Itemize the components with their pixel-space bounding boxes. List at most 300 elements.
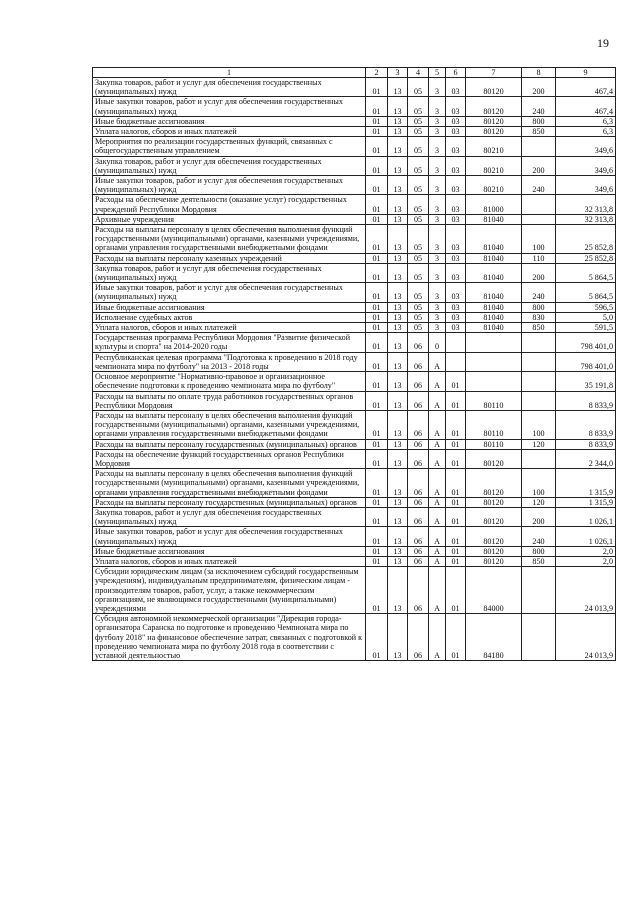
subsection-code-cell: 13	[388, 567, 408, 614]
activity-code-cell: 03	[446, 97, 466, 116]
subprogram-code-cell: А	[429, 439, 446, 449]
amount-cell: 349,6	[556, 156, 616, 175]
expense-type-code-cell	[522, 614, 556, 661]
table-row	[93, 323, 616, 333]
section-code-cell: 01	[366, 372, 388, 391]
activity-code-cell: 01	[446, 507, 466, 526]
activity-code-cell: 01	[446, 410, 466, 439]
activity-code-cell: 01	[446, 527, 466, 546]
table-header-row	[93, 68, 616, 78]
subprogram-code-cell: 3	[429, 78, 446, 97]
row-name-cell: Иные закупки товаров, работ и услуг для обеспечения государственных (муниципальных) нужд	[93, 176, 366, 195]
activity-code-cell: 03	[446, 176, 466, 195]
amount-cell: 349,6	[556, 137, 616, 156]
table-row	[93, 567, 616, 614]
activity-code-cell: 01	[446, 556, 466, 566]
amount-cell: 467,4	[556, 78, 616, 97]
program-code-cell: 06	[408, 469, 429, 498]
subprogram-code-cell: А	[429, 372, 446, 391]
subprogram-code-cell: А	[429, 507, 446, 526]
subprogram-code-cell: 3	[429, 312, 446, 322]
row-name-cell: Закупка товаров, работ и услуг для обеспечения государственных (муниципальных) нужд	[93, 507, 366, 526]
expense-direction-code-cell: 81040	[466, 323, 522, 333]
section-code-cell: 01	[366, 333, 388, 352]
table-row	[93, 527, 616, 546]
section-code-cell: 01	[366, 352, 388, 371]
subsection-code-cell: 13	[388, 253, 408, 263]
expense-direction-code-cell: 80120	[466, 546, 522, 556]
row-name-cell: Иные бюджетные ассигнования	[93, 302, 366, 312]
table-row	[93, 137, 616, 156]
subsection-code-cell: 13	[388, 372, 408, 391]
row-name-cell: Уплата налогов, сборов и иных платежей	[93, 556, 366, 566]
subprogram-code-cell: А	[429, 546, 446, 556]
row-name-cell: Расходы на выплаты персоналу в целях обеспечения выполнения функций государственными (муниципальными) органами, казенными учреждениями, органами управления государственными внебюджетными фондами	[93, 225, 366, 254]
column-header: 9	[556, 68, 616, 78]
expense-direction-code-cell: 81040	[466, 253, 522, 263]
amount-cell: 5,0	[556, 312, 616, 322]
section-code-cell: 01	[366, 78, 388, 97]
section-code-cell: 01	[366, 97, 388, 116]
expense-type-code-cell: 100	[522, 225, 556, 254]
expense-direction-code-cell: 80120	[466, 78, 522, 97]
subprogram-code-cell: 3	[429, 97, 446, 116]
table-row	[93, 253, 616, 263]
row-name-cell: Закупка товаров, работ и услуг для обеспечения государственных (муниципальных) нужд	[93, 156, 366, 175]
activity-code-cell: 03	[446, 263, 466, 282]
section-code-cell: 01	[366, 263, 388, 282]
expense-direction-code-cell: 81040	[466, 263, 522, 282]
subprogram-code-cell: А	[429, 614, 446, 661]
expense-type-code-cell: 240	[522, 176, 556, 195]
column-header: 7	[466, 68, 522, 78]
subprogram-code-cell: А	[429, 556, 446, 566]
row-name-cell: Уплата налогов, сборов и иных платежей	[93, 323, 366, 333]
activity-code-cell: 01	[446, 391, 466, 410]
amount-cell: 5 864,5	[556, 263, 616, 282]
column-header: 1	[93, 68, 366, 78]
activity-code-cell: 03	[446, 78, 466, 97]
subprogram-code-cell: 3	[429, 214, 446, 224]
section-code-cell: 01	[366, 302, 388, 312]
row-name-cell: Расходы на выплаты персоналу государственных (муниципальных) органов	[93, 497, 366, 507]
activity-code-cell: 01	[446, 439, 466, 449]
program-code-cell: 06	[408, 614, 429, 661]
subsection-code-cell: 13	[388, 507, 408, 526]
expense-type-code-cell	[522, 372, 556, 391]
subsection-code-cell: 13	[388, 410, 408, 439]
subsection-code-cell: 13	[388, 78, 408, 97]
program-code-cell: 06	[408, 372, 429, 391]
subprogram-code-cell: 3	[429, 283, 446, 302]
program-code-cell: 05	[408, 195, 429, 214]
activity-code-cell: 03	[446, 323, 466, 333]
row-name-cell: Основное мероприятие "Нормативно-правовое и организационное обеспечение подготовки к проведению чемпионата мира по футболу"	[93, 372, 366, 391]
subprogram-code-cell: А	[429, 527, 446, 546]
table-row	[93, 263, 616, 282]
activity-code-cell: 01	[446, 614, 466, 661]
subsection-code-cell: 13	[388, 176, 408, 195]
section-code-cell: 01	[366, 556, 388, 566]
column-header: 8	[522, 68, 556, 78]
program-code-cell: 05	[408, 312, 429, 322]
expense-direction-code-cell: 84000	[466, 567, 522, 614]
expense-type-code-cell	[522, 137, 556, 156]
amount-cell: 1 315,9	[556, 497, 616, 507]
expense-type-code-cell: 110	[522, 253, 556, 263]
subprogram-code-cell: 0	[429, 333, 446, 352]
row-name-cell: Государственная программа Республики Мордовия "Развитие физической культуры и спорта" на 2014-2020 годы	[93, 333, 366, 352]
program-code-cell: 06	[408, 507, 429, 526]
expense-direction-code-cell: 80210	[466, 137, 522, 156]
expense-type-code-cell: 850	[522, 323, 556, 333]
row-name-cell: Республиканская целевая программа "Подготовка к проведению в 2018 году чемпионата мира по футболу" на 2013 - 2018 годы	[93, 352, 366, 371]
row-name-cell: Исполнение судебных актов	[93, 312, 366, 322]
section-code-cell: 01	[366, 546, 388, 556]
subsection-code-cell: 13	[388, 497, 408, 507]
amount-cell: 798 401,0	[556, 352, 616, 371]
program-code-cell: 05	[408, 263, 429, 282]
expense-direction-code-cell: 80120	[466, 97, 522, 116]
program-code-cell: 05	[408, 176, 429, 195]
row-name-cell: Расходы на выплаты персоналу государственных (муниципальных) органов	[93, 439, 366, 449]
section-code-cell: 01	[366, 391, 388, 410]
table-row	[93, 97, 616, 116]
activity-code-cell: 01	[446, 449, 466, 468]
amount-cell: 32 313,8	[556, 195, 616, 214]
subsection-code-cell: 13	[388, 156, 408, 175]
subprogram-code-cell: 3	[429, 253, 446, 263]
section-code-cell: 01	[366, 507, 388, 526]
budget-table	[92, 67, 616, 661]
amount-cell: 1 026,1	[556, 507, 616, 526]
table-row	[93, 391, 616, 410]
subsection-code-cell: 13	[388, 97, 408, 116]
section-code-cell: 01	[366, 225, 388, 254]
section-code-cell: 01	[366, 469, 388, 498]
expense-type-code-cell: 200	[522, 507, 556, 526]
row-name-cell: Уплата налогов, сборов и иных платежей	[93, 127, 366, 137]
row-name-cell: Расходы на выплаты по оплате труда работников государственных органов Республики Мордовия	[93, 391, 366, 410]
activity-code-cell: 03	[446, 116, 466, 126]
table-row	[93, 352, 616, 371]
program-code-cell: 05	[408, 137, 429, 156]
activity-code-cell: 03	[446, 253, 466, 263]
subprogram-code-cell: 3	[429, 176, 446, 195]
section-code-cell: 01	[366, 176, 388, 195]
row-name-cell: Иные бюджетные ассигнования	[93, 116, 366, 126]
column-header: 2	[366, 68, 388, 78]
table-row	[93, 497, 616, 507]
expense-type-code-cell: 200	[522, 156, 556, 175]
program-code-cell: 05	[408, 302, 429, 312]
row-name-cell: Мероприятия по реализации государственных функций, связанных с общегосударственным управлением	[93, 137, 366, 156]
row-name-cell: Расходы на выплаты персоналу казенных учреждений	[93, 253, 366, 263]
amount-cell: 596,5	[556, 302, 616, 312]
row-name-cell: Иные закупки товаров, работ и услуг для обеспечения государственных (муниципальных) нужд	[93, 97, 366, 116]
activity-code-cell: 03	[446, 312, 466, 322]
subsection-code-cell: 13	[388, 527, 408, 546]
subsection-code-cell: 13	[388, 283, 408, 302]
table-row	[93, 410, 616, 439]
program-code-cell: 06	[408, 567, 429, 614]
subprogram-code-cell: 3	[429, 156, 446, 175]
section-code-cell: 01	[366, 214, 388, 224]
page-number: 19	[597, 36, 609, 50]
amount-cell: 5 864,5	[556, 283, 616, 302]
row-name-cell: Иные закупки товаров, работ и услуг для обеспечения государственных (муниципальных) нужд	[93, 283, 366, 302]
subprogram-code-cell: А	[429, 497, 446, 507]
program-code-cell: 05	[408, 156, 429, 175]
activity-code-cell: 03	[446, 195, 466, 214]
subsection-code-cell: 13	[388, 137, 408, 156]
activity-code-cell: 03	[446, 137, 466, 156]
program-code-cell: 06	[408, 352, 429, 371]
expense-type-code-cell: 240	[522, 527, 556, 546]
expense-type-code-cell: 240	[522, 283, 556, 302]
table-row	[93, 225, 616, 254]
expense-type-code-cell: 120	[522, 497, 556, 507]
table-row	[93, 283, 616, 302]
expense-type-code-cell: 800	[522, 302, 556, 312]
expense-direction-code-cell: 80110	[466, 439, 522, 449]
amount-cell: 591,5	[556, 323, 616, 333]
program-code-cell: 05	[408, 225, 429, 254]
row-name-cell: Закупка товаров, работ и услуг для обеспечения государственных (муниципальных) нужд	[93, 263, 366, 282]
row-name-cell: Расходы на обеспечение функций государственных органов Республики Мордовия	[93, 449, 366, 468]
expense-direction-code-cell: 80120	[466, 527, 522, 546]
subsection-code-cell: 13	[388, 116, 408, 126]
table-row	[93, 546, 616, 556]
expense-type-code-cell	[522, 449, 556, 468]
subsection-code-cell: 13	[388, 263, 408, 282]
program-code-cell: 05	[408, 116, 429, 126]
subprogram-code-cell: А	[429, 410, 446, 439]
expense-type-code-cell: 800	[522, 116, 556, 126]
table-row	[93, 449, 616, 468]
subprogram-code-cell: 3	[429, 137, 446, 156]
program-code-cell: 06	[408, 556, 429, 566]
section-code-cell: 01	[366, 195, 388, 214]
table-row	[93, 302, 616, 312]
subsection-code-cell: 13	[388, 195, 408, 214]
table-row	[93, 469, 616, 498]
program-code-cell: 05	[408, 214, 429, 224]
subsection-code-cell: 13	[388, 323, 408, 333]
column-header: 5	[429, 68, 446, 78]
subprogram-code-cell: 3	[429, 116, 446, 126]
amount-cell: 8 833,9	[556, 439, 616, 449]
section-code-cell: 01	[366, 439, 388, 449]
expense-direction-code-cell: 80110	[466, 391, 522, 410]
amount-cell: 32 313,8	[556, 214, 616, 224]
expense-direction-code-cell: 81040	[466, 302, 522, 312]
program-code-cell: 06	[408, 546, 429, 556]
program-code-cell: 05	[408, 283, 429, 302]
table-row	[93, 507, 616, 526]
subsection-code-cell: 13	[388, 556, 408, 566]
subsection-code-cell: 13	[388, 302, 408, 312]
row-name-cell: Иные бюджетные ассигнования	[93, 546, 366, 556]
subprogram-code-cell: 3	[429, 263, 446, 282]
amount-cell: 1 315,9	[556, 469, 616, 498]
activity-code-cell: 01	[446, 567, 466, 614]
subsection-code-cell: 13	[388, 449, 408, 468]
expense-direction-code-cell: 80120	[466, 497, 522, 507]
expense-direction-code-cell	[466, 333, 522, 352]
amount-cell: 24 013,9	[556, 614, 616, 661]
program-code-cell: 06	[408, 333, 429, 352]
expense-type-code-cell: 200	[522, 78, 556, 97]
table-body	[93, 78, 616, 661]
activity-code-cell: 03	[446, 214, 466, 224]
subprogram-code-cell: А	[429, 469, 446, 498]
expense-direction-code-cell	[466, 372, 522, 391]
amount-cell: 349,6	[556, 176, 616, 195]
expense-direction-code-cell: 80120	[466, 449, 522, 468]
expense-type-code-cell	[522, 567, 556, 614]
subsection-code-cell: 13	[388, 127, 408, 137]
expense-type-code-cell: 240	[522, 97, 556, 116]
row-name-cell: Расходы на выплаты персоналу в целях обеспечения выполнения функций государственными (муниципальными) органами, казенными учреждениями, органами управления государственными внебюджетными фондами	[93, 469, 366, 498]
activity-code-cell: 03	[446, 302, 466, 312]
expense-direction-code-cell: 80210	[466, 156, 522, 175]
subsection-code-cell: 13	[388, 214, 408, 224]
section-code-cell: 01	[366, 253, 388, 263]
expense-type-code-cell: 850	[522, 127, 556, 137]
expense-type-code-cell	[522, 352, 556, 371]
subsection-code-cell: 13	[388, 225, 408, 254]
section-code-cell: 01	[366, 567, 388, 614]
expense-direction-code-cell: 81040	[466, 214, 522, 224]
activity-code-cell: 01	[446, 497, 466, 507]
section-code-cell: 01	[366, 283, 388, 302]
activity-code-cell: 03	[446, 156, 466, 175]
amount-cell: 2,0	[556, 546, 616, 556]
section-code-cell: 01	[366, 323, 388, 333]
subprogram-code-cell: А	[429, 391, 446, 410]
table-row	[93, 312, 616, 322]
program-code-cell: 06	[408, 449, 429, 468]
table-row	[93, 372, 616, 391]
subprogram-code-cell: 3	[429, 323, 446, 333]
row-name-cell: Иные закупки товаров, работ и услуг для обеспечения государственных (муниципальных) нужд	[93, 527, 366, 546]
row-name-cell: Расходы на обеспечение деятельности (оказание услуг) государственных учреждений Республики Мордовия	[93, 195, 366, 214]
expense-type-code-cell: 100	[522, 469, 556, 498]
expense-type-code-cell	[522, 214, 556, 224]
program-code-cell: 06	[408, 527, 429, 546]
program-code-cell: 05	[408, 127, 429, 137]
table-row	[93, 614, 616, 661]
expense-direction-code-cell: 80120	[466, 507, 522, 526]
section-code-cell: 01	[366, 449, 388, 468]
subprogram-code-cell: А	[429, 449, 446, 468]
subsection-code-cell: 13	[388, 614, 408, 661]
subsection-code-cell: 13	[388, 469, 408, 498]
expense-direction-code-cell: 80110	[466, 410, 522, 439]
section-code-cell: 01	[366, 116, 388, 126]
amount-cell: 8 833,9	[556, 391, 616, 410]
table-row	[93, 333, 616, 352]
amount-cell: 1 026,1	[556, 527, 616, 546]
amount-cell: 6,3	[556, 127, 616, 137]
program-code-cell: 06	[408, 439, 429, 449]
program-code-cell: 05	[408, 323, 429, 333]
table-row	[93, 78, 616, 97]
row-name-cell: Расходы на выплаты персоналу в целях обеспечения выполнения функций государственными (муниципальными) органами, казенными учреждениями, органами управления государственными внебюджетными фондами	[93, 410, 366, 439]
amount-cell: 2,0	[556, 556, 616, 566]
activity-code-cell: 01	[446, 546, 466, 556]
program-code-cell: 05	[408, 253, 429, 263]
subprogram-code-cell: 3	[429, 302, 446, 312]
expense-direction-code-cell: 80120	[466, 127, 522, 137]
column-header: 4	[408, 68, 429, 78]
subsection-code-cell: 13	[388, 391, 408, 410]
activity-code-cell	[446, 352, 466, 371]
section-code-cell: 01	[366, 527, 388, 546]
expense-direction-code-cell: 84180	[466, 614, 522, 661]
section-code-cell: 01	[366, 410, 388, 439]
expense-type-code-cell	[522, 333, 556, 352]
table-row	[93, 439, 616, 449]
program-code-cell: 06	[408, 497, 429, 507]
expense-direction-code-cell: 81040	[466, 225, 522, 254]
subprogram-code-cell: А	[429, 567, 446, 614]
activity-code-cell: 03	[446, 127, 466, 137]
amount-cell: 6,3	[556, 116, 616, 126]
expense-direction-code-cell: 81000	[466, 195, 522, 214]
section-code-cell: 01	[366, 127, 388, 137]
activity-code-cell: 01	[446, 372, 466, 391]
column-header: 3	[388, 68, 408, 78]
activity-code-cell	[446, 333, 466, 352]
amount-cell: 8 833,9	[556, 410, 616, 439]
amount-cell: 467,4	[556, 97, 616, 116]
expense-type-code-cell: 830	[522, 312, 556, 322]
expense-direction-code-cell: 81040	[466, 312, 522, 322]
section-code-cell: 01	[366, 497, 388, 507]
row-name-cell: Субсидии юридическим лицам (за исключением субсидий государственным учреждениям), индивидуальным предпринимателям, физическим лицам - производителям товаров, работ, услуг, а также некоммерческим организациям, не являющимся государственными (муниципальными) учреждениями	[93, 567, 366, 614]
row-name-cell: Субсидия автономной некоммерческой организации "Дирекция города-организатора Саранска по подготовке и проведению Чемпионата мира по футболу 2018" на финансовое обеспечение затрат, связанных с подготовкой к проведению чемпионата мира по футболу 2018 года в соответствии с уставной деятельностью	[93, 614, 366, 661]
expense-type-code-cell: 200	[522, 263, 556, 282]
program-code-cell: 05	[408, 97, 429, 116]
amount-cell: 798 401,0	[556, 333, 616, 352]
amount-cell: 2 344,0	[556, 449, 616, 468]
expense-direction-code-cell: 80120	[466, 469, 522, 498]
subprogram-code-cell: А	[429, 352, 446, 371]
column-header: 6	[446, 68, 466, 78]
expense-type-code-cell: 120	[522, 439, 556, 449]
section-code-cell: 01	[366, 312, 388, 322]
subsection-code-cell: 13	[388, 439, 408, 449]
program-code-cell: 05	[408, 78, 429, 97]
activity-code-cell: 01	[446, 469, 466, 498]
expense-direction-code-cell: 81040	[466, 283, 522, 302]
subprogram-code-cell: 3	[429, 127, 446, 137]
activity-code-cell: 03	[446, 283, 466, 302]
table-row	[93, 556, 616, 566]
expense-direction-code-cell	[466, 352, 522, 371]
table-row	[93, 156, 616, 175]
amount-cell: 24 013,9	[556, 567, 616, 614]
expense-direction-code-cell: 80210	[466, 176, 522, 195]
table-row	[93, 195, 616, 214]
expense-type-code-cell: 850	[522, 556, 556, 566]
subprogram-code-cell: 3	[429, 195, 446, 214]
table-row	[93, 127, 616, 137]
expense-type-code-cell	[522, 195, 556, 214]
subprogram-code-cell: 3	[429, 225, 446, 254]
